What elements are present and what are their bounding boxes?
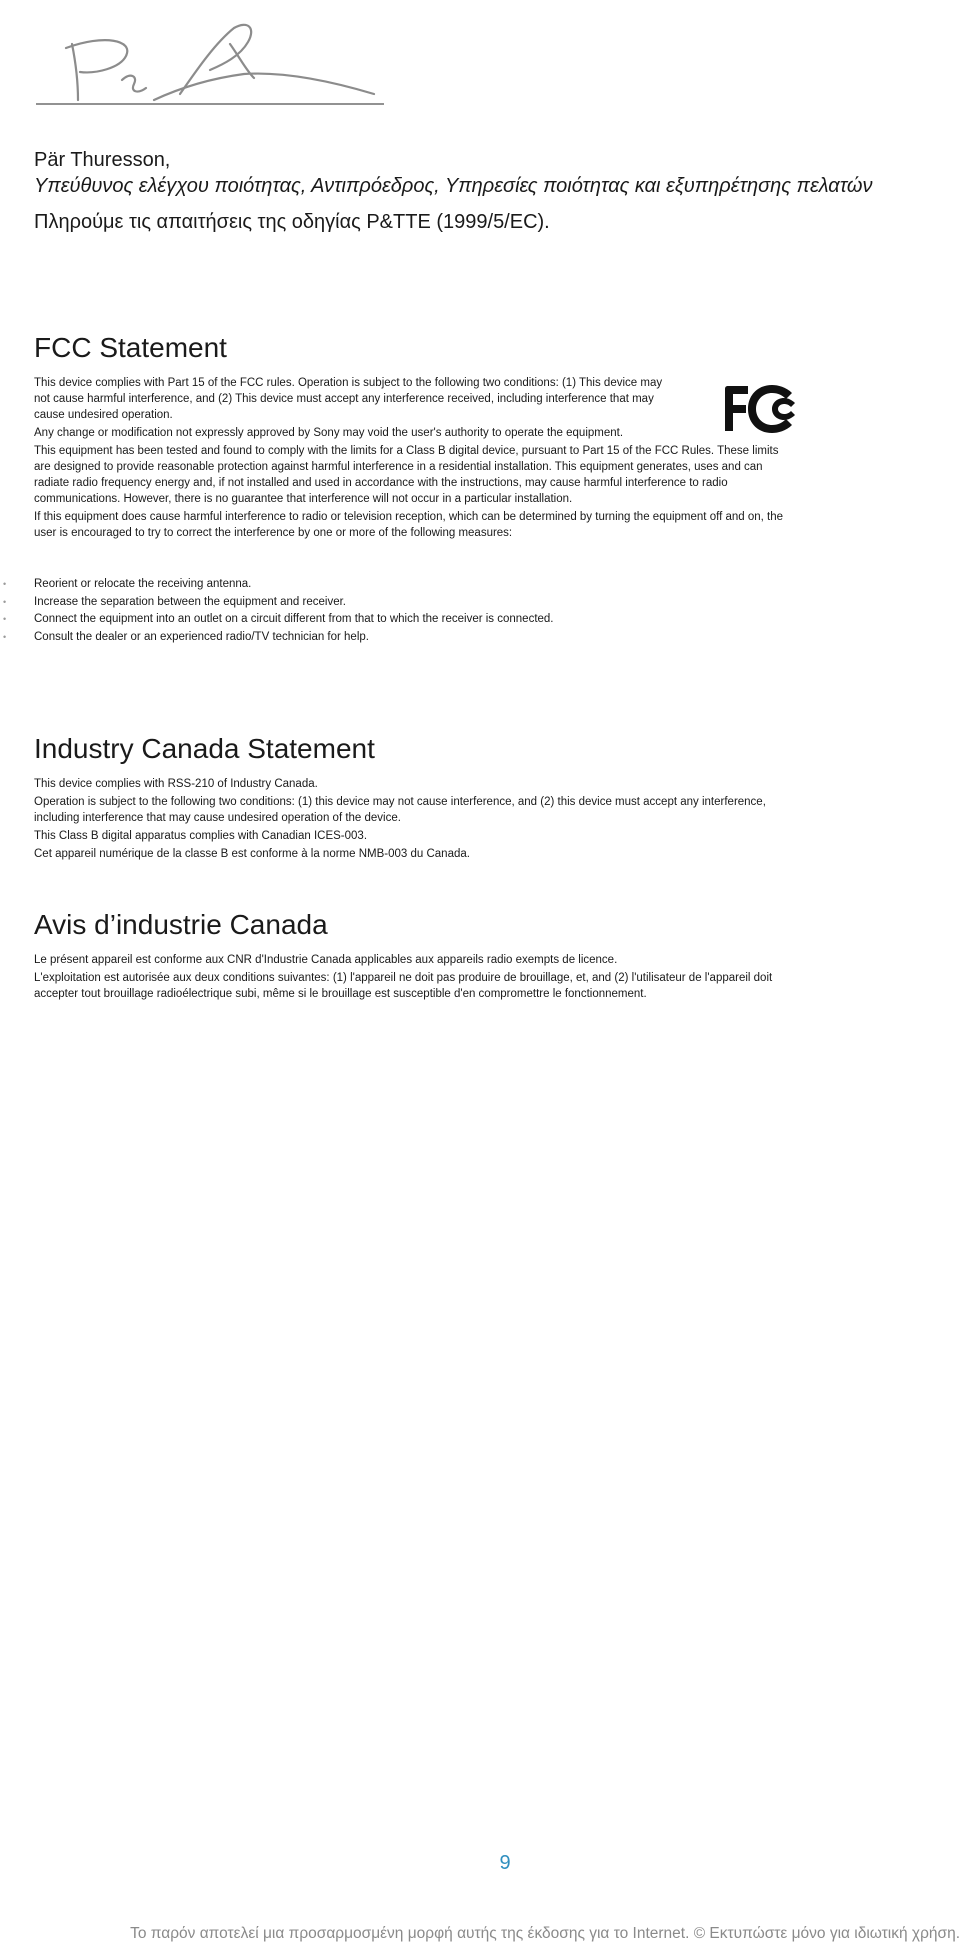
fcc-section (34, 331, 794, 543)
industry-canada-paragraph: This device complies with RSS-210 of Industry Canada. (34, 778, 318, 790)
fcc-logo (722, 383, 798, 435)
signature-image (34, 14, 386, 108)
bullet-icon: • (3, 614, 7, 624)
footer-notice: Το παρόν αποτελεί μια προσαρμοσμένη μορφή αυτής της έκδοσης για το Internet. © Εκτυπώστε μόνο για ιδιωτική χρήση. (130, 1925, 960, 1942)
avis-section (34, 908, 794, 1004)
list-item-text: Reorient or relocate the receiving antenna. (34, 578, 252, 590)
bullet-icon: • (3, 596, 7, 607)
fcc-heading: FCC Statement (34, 332, 227, 363)
list-item-text: Increase the separation between the equipment and receiver. (34, 595, 346, 608)
list-item (0, 594, 554, 612)
list-item-text: Consult the dealer or an experienced radio/TV technician for help. (34, 630, 369, 643)
compliance-statement: Πληρούμε τις απαιτήσεις της οδηγίας P&TTE (1999/5/EC). (34, 211, 550, 233)
signer-name: Pär Thuresson, (34, 149, 171, 171)
industry-canada-section (34, 732, 794, 864)
list-item (0, 629, 554, 647)
bullet-icon: • (3, 631, 7, 642)
avis-paragraph: L'exploitation est autorisée aux deux conditions suivantes: (1) l'appareil ne doit pas produire de brouillage, et, and (2) l'utilisateur de l'appareil doit accepter tout brouillage radioélectrique subi, même si le brouillage est susceptible d'en compromettre le fonctionnement. (34, 972, 773, 1000)
list-item (0, 576, 554, 594)
fcc-paragraph: This equipment has been tested and found to comply with the limits for a Class B digital device, pursuant to Part 15 of the FCC Rules. These limits are designed to provide reasonable protection against harmful interference in a residential installation. This equipment generates, uses and can radiate radio frequency energy and, if not installed and used in accordance with the instructions, may cause harmful interference to radio communications. However, there is no guarantee that interference will not occur in a particular installation. (34, 445, 779, 505)
fcc-paragraph: Any change or modification not expressly approved by Sony may void the user's authority to operate the equipment. (34, 427, 624, 439)
industry-canada-paragraph: Cet appareil numérique de la classe B est conforme à la norme NMB-003 du Canada. (34, 848, 470, 860)
list-item-text: Connect the equipment into an outlet on a circuit different from that to which the receiver is connected. (34, 613, 554, 625)
signer-block (34, 147, 934, 235)
page-number: 9 (499, 1852, 511, 1874)
measures-list (0, 576, 554, 646)
fcc-paragraph: This device complies with Part 15 of the FCC rules. Operation is subject to the following two conditions: (1) This device may not cause harmful interference, and (2) This device must accept any interference received, including interference that may cause undesired operation. (34, 377, 663, 421)
industry-canada-paragraph: This Class B digital apparatus complies with Canadian ICES-003. (34, 830, 368, 842)
fcc-paragraph: If this equipment does cause harmful interference to radio or television reception, which can be determined by turning the equipment off and on, the user is encouraged to try to correct the interference by one or more of the following measures: (34, 511, 784, 539)
list-item (0, 611, 554, 629)
avis-heading: Avis d’industrie Canada (34, 909, 328, 940)
bullet-icon: • (3, 579, 7, 589)
avis-paragraph: Le présent appareil est conforme aux CNR d'Industrie Canada applicables aux appareils radio exempts de licence. (34, 954, 618, 966)
industry-canada-heading: Industry Canada Statement (34, 733, 375, 764)
signer-role: Υπεύθυνος ελέγχου ποιότητας, Αντιπρόεδρος, Υπηρεσίες ποιότητας και εξυπηρέτησης πελατών (34, 175, 873, 197)
industry-canada-paragraph: Operation is subject to the following two conditions: (1) this device may not cause interference, and (2) this device must accept any interference, including interference that may cause undesired operation of the device. (34, 796, 766, 824)
